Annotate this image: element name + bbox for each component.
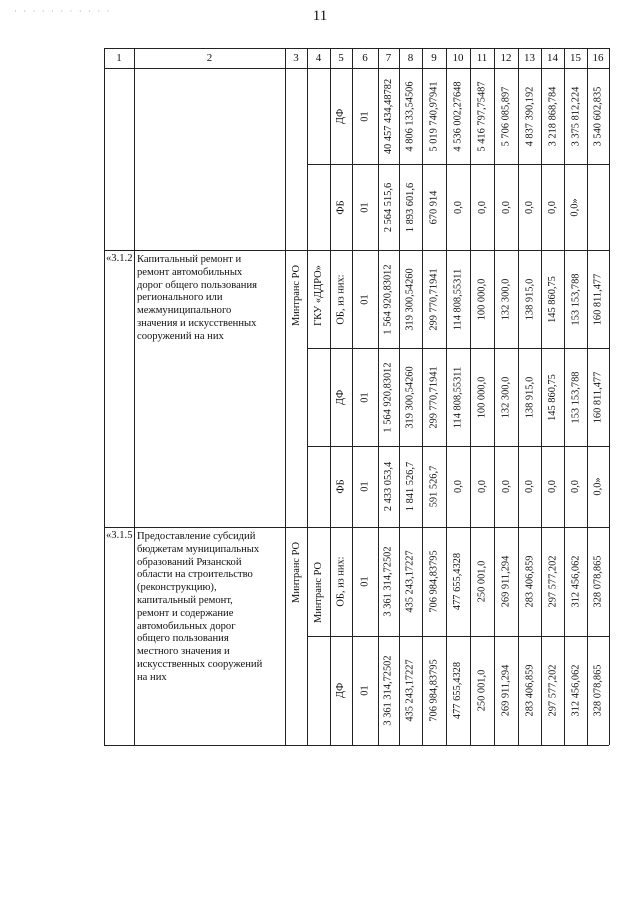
a-df-value-text: 3 375 812,224 [570, 86, 581, 146]
a-fb-value-text: 0,0 [500, 200, 512, 214]
c-col_ob-value [518, 527, 541, 636]
b-col_fb-value-text: 591 526,7 [428, 465, 440, 508]
b-col_fb-value [446, 446, 470, 527]
c-col_df-value-text: 250 001,0 [476, 669, 488, 712]
c-col_df-head [330, 636, 352, 745]
b-description-line: сооружений на них [137, 330, 224, 342]
a-fb-value-text: 670 914 [428, 190, 440, 224]
a-df-code [352, 68, 378, 164]
a-fb-value [518, 164, 541, 250]
header-cell-8: 8 [407, 52, 414, 64]
a-fb-head-text: ФБ [335, 199, 347, 215]
c-col_ob-value-text: 477 655,4328 [452, 552, 464, 611]
b-col_fb-value [541, 446, 564, 527]
b-col_ob-value-text: 160 811,477 [592, 273, 604, 325]
b-col_df-value-text: 1 564 920,83012 [383, 361, 395, 433]
b-col_fb-value [399, 446, 422, 527]
b-col_ob-value-text: 114 808,55311 [452, 268, 464, 330]
grid-vline [104, 48, 105, 745]
c-col_df-value [564, 636, 587, 745]
c-col_ob-code [352, 527, 378, 636]
b-col_ob-code [352, 250, 378, 348]
b-col_fb-value [494, 446, 518, 527]
a-fb-value-text: 1 893 601,6 [405, 182, 417, 232]
b-col_fb-value [470, 446, 494, 527]
c-col_ob-value-text: 297 577,202 [547, 555, 559, 608]
c-col_df-value-text: 3 361 314,72502 [383, 655, 395, 726]
b-col_fb-value [422, 446, 446, 527]
b-col_ob-value-text: 145 860,75 [547, 275, 559, 323]
c-description-line: образований Рязанской [137, 556, 242, 568]
b-col_df-value-text: 145 860,75 [547, 373, 559, 421]
grid-vline [134, 48, 135, 745]
a-fb-value [470, 164, 494, 250]
header-cell-15: 15 [570, 52, 581, 64]
b-col_fb-value [518, 446, 541, 527]
a-fb-code-text: 01 [359, 201, 371, 213]
a-df-value [446, 68, 470, 164]
c-col_ob-value-text: 250 001,0 [476, 560, 488, 603]
b-col_ob-value [446, 250, 470, 348]
c-col_ob-value-text: 283 406,859 [524, 555, 536, 608]
c-col_df-value [378, 636, 399, 745]
c-col_ob-value [587, 527, 609, 636]
header-cell-11: 11 [476, 52, 488, 64]
a-fb-head [330, 164, 352, 250]
a-fb-code [352, 164, 378, 250]
b-description-line: значения и искусственных [137, 317, 257, 329]
b-col_ob-head-text: ОБ, из них: [335, 273, 347, 325]
header-cell-16: 16 [592, 52, 604, 64]
c-col_df-value [470, 636, 494, 745]
header-cell-4: 4 [315, 52, 322, 64]
a-df-head [330, 68, 352, 164]
c-executor1 [285, 527, 307, 617]
c-col_ob-value [378, 527, 399, 636]
b-col_df-head [330, 348, 352, 446]
b-col_df-code [352, 348, 378, 446]
c-col_df-value-text: 706 984,83795 [428, 659, 440, 722]
a-df-value [378, 68, 399, 164]
a-df-value [422, 68, 446, 164]
c-col_ob-value-text: 706 984,83795 [428, 550, 440, 613]
b-col_df-value [446, 348, 470, 446]
c-executor1-text: Минтранс РО [290, 541, 302, 603]
header-cell-14: 14 [547, 52, 558, 64]
header-cell-10: 10 [452, 52, 464, 64]
a-df-value-text: 5 706 085,897 [500, 86, 512, 146]
c-description-line: Предоставление субсидий [137, 531, 256, 542]
c-col_ob-value [541, 527, 564, 636]
grid-vline [609, 48, 610, 745]
b-col_df-value-text: 319 300,54260 [405, 365, 416, 429]
b-col_fb-value-text: 0,0 [476, 480, 488, 493]
b-col_ob-value-text: 299 770,71941 [428, 267, 440, 331]
c-col_df-head-text: ДФ [335, 682, 347, 699]
b-description-line: регионального или [137, 292, 223, 304]
b-col_fb-value-text: 1 841 526,7 [405, 461, 417, 512]
c-col_df-value-text: 283 406,859 [524, 664, 536, 717]
b-col_fb-code-text: 01 [359, 481, 371, 492]
a-df-code-text: 01 [359, 110, 371, 122]
b-col_fb-value [378, 446, 399, 527]
c-col_df-value [541, 636, 564, 745]
a-df-value [587, 68, 609, 164]
b-col_ob-value-text: 100 000,0 [476, 278, 488, 320]
b-col_ob-value [494, 250, 518, 348]
header-cell-7: 7 [385, 52, 392, 64]
c-col_ob-value-text: 3 361 314,72502 [383, 546, 395, 617]
a-fb-value [399, 164, 422, 250]
b-code: «3.1.2 [106, 253, 133, 264]
b-description [137, 254, 282, 344]
b-description-line: ремонт автомобильных [137, 266, 243, 278]
a-df-value [399, 68, 422, 164]
a-fb-value-text: 2 564 515,6 [383, 182, 395, 232]
b-col_df-value [378, 348, 399, 446]
a-fb-value [422, 164, 446, 250]
c-col_df-value [446, 636, 470, 745]
c-col_df-code-text: 01 [359, 685, 371, 696]
a-fb-value [378, 164, 399, 250]
b-col_df-code-text: 01 [359, 391, 371, 403]
b-col_fb-value-text: 0,0 [500, 480, 512, 493]
header-cell-5: 5 [338, 52, 344, 64]
c-col_ob-value-text: 312 456,062 [570, 555, 582, 608]
a-df-value-text: 5 416 797,75487 [476, 80, 488, 152]
c-col_df-value-text: 297 577,202 [547, 664, 559, 717]
b-col_ob-value [564, 250, 587, 348]
b-col_ob-value [470, 250, 494, 348]
a-fb-value-text: 0,0 [476, 200, 488, 214]
a-df-value-text: 4 837 390,192 [524, 86, 535, 146]
header-cell-9: 9 [431, 52, 437, 64]
c-description-line: (реконструкцию), [137, 582, 217, 594]
header-cell-1: 1 [116, 52, 122, 64]
c-executor2 [307, 547, 330, 637]
c-description-line: бюджетам муниципальных [137, 543, 260, 555]
c-description-line: автомобильных дорог [137, 620, 236, 632]
c-col_ob-value [446, 527, 470, 636]
c-col_ob-code-text: 01 [359, 576, 371, 587]
b-col_ob-value [399, 250, 422, 348]
b-col_ob-value [422, 250, 446, 348]
b-col_ob-value [541, 250, 564, 348]
c-col_ob-value-text: 435 243,17227 [405, 550, 416, 613]
c-col_df-value-text: 269 911,294 [500, 664, 512, 717]
b-col_ob-value-text: 153 153,788 [570, 273, 582, 325]
b-col_ob-head [330, 250, 352, 348]
b-col_ob-code-text: 01 [359, 293, 371, 305]
b-executor1 [285, 250, 307, 340]
a-df-value [541, 68, 564, 164]
b-col_ob-value-text: 1 564 920,83012 [383, 263, 395, 335]
a-fb-value [494, 164, 518, 250]
c-description-line: общего пользования [137, 633, 229, 645]
c-col_df-value [587, 636, 609, 745]
c-description-line: ремонт и содержание [137, 607, 234, 619]
a-fb-value [446, 164, 470, 250]
b-col_df-value-text: 160 811,477 [592, 371, 604, 423]
b-col_ob-value [518, 250, 541, 348]
c-col_df-value [399, 636, 422, 745]
header-cell-6: 6 [362, 52, 368, 64]
c-col_df-value-text: 477 655,4328 [452, 661, 464, 720]
b-col_fb-head [330, 446, 352, 527]
a-fb-value [541, 164, 564, 250]
b-col_df-head-text: ДФ [335, 389, 347, 405]
c-col_ob-value-text: 328 078,865 [592, 555, 604, 608]
c-description-line: на них [137, 671, 167, 683]
a-fb-value-text: 0,0 [452, 200, 464, 214]
a-df-value [470, 68, 494, 164]
grid-vline [285, 48, 286, 745]
b-executor1-text: Минтранс РО [290, 264, 302, 326]
c-code: «3.1.5 [106, 530, 133, 541]
c-col_df-value [422, 636, 446, 745]
b-col_fb-value [587, 446, 609, 527]
c-col_df-value [494, 636, 518, 745]
a-df-value [494, 68, 518, 164]
a-df-head-text: ДФ [335, 108, 347, 124]
c-col_df-code [352, 636, 378, 745]
c-description [137, 531, 282, 685]
b-col_df-value-text: 299 770,71941 [428, 365, 440, 429]
header-cell-12: 12 [500, 52, 512, 64]
b-col_ob-value-text: 138 915,0 [524, 278, 535, 320]
b-col_df-value [564, 348, 587, 446]
b-col_df-value [422, 348, 446, 446]
a-df-value-text: 3 540 602,835 [592, 86, 604, 146]
c-col_df-value [518, 636, 541, 745]
b-col_fb-value-text: 0,0 [452, 480, 464, 493]
b-col_fb-code [352, 446, 378, 527]
c-executor2-text: Минтранс РО [313, 561, 325, 623]
a-df-value-text: 4 806 133,54506 [405, 80, 417, 152]
b-col_df-value-text: 132 300,0 [500, 376, 512, 418]
c-description-line: капитальный ремонт, [137, 594, 233, 606]
b-col_ob-value-text: 319 300,54260 [405, 267, 416, 331]
c-description-line: области на строительство [137, 569, 253, 581]
b-col_df-value-text: 138 915,0 [524, 376, 535, 418]
b-description-line: межмуниципального [137, 305, 232, 317]
c-col_ob-head [330, 527, 352, 636]
c-col_ob-value [399, 527, 422, 636]
a-fb-value-text: 0,0 [547, 200, 558, 214]
header-cell-13: 13 [524, 52, 535, 64]
b-col_fb-value-text: 0,0 [524, 480, 535, 493]
scan-noise: · · · · · · · · · · · [14, 6, 112, 16]
page-number: 11 [312, 8, 328, 24]
b-executor2 [307, 250, 330, 340]
b-col_ob-value [587, 250, 609, 348]
b-col_df-value [399, 348, 422, 446]
c-col_df-value-text: 435 243,17227 [405, 659, 416, 722]
b-col_ob-value [378, 250, 399, 348]
b-col_df-value [470, 348, 494, 446]
c-col_ob-value [564, 527, 587, 636]
header-cell-3: 3 [293, 52, 299, 64]
c-description-line: местного значения и [137, 646, 230, 658]
a-df-value-text: 5 019 740,97941 [428, 80, 440, 152]
c-col_df-value-text: 312 456,062 [570, 664, 582, 717]
b-col_df-value-text: 100 000,0 [476, 376, 488, 418]
header-cell-2: 2 [206, 52, 213, 64]
b-col_df-value-text: 153 153,788 [570, 371, 582, 423]
a-df-value-text: 3 218 868,784 [547, 86, 558, 146]
b-col_fb-value [564, 446, 587, 527]
b-executor2-text: ГКУ «ДДРО» [313, 264, 325, 326]
b-col_fb-value-text: 0,0 [570, 480, 581, 493]
b-col_df-value-text: 114 808,55311 [452, 366, 464, 428]
c-col_ob-head-text: ОБ, из них: [335, 556, 347, 607]
a-df-value [518, 68, 541, 164]
c-col_ob-value [494, 527, 518, 636]
grid-vline [307, 68, 308, 250]
a-df-value [564, 68, 587, 164]
b-col_fb-value-text: 0,0 [547, 480, 558, 493]
b-description-line: Капитальный ремонт и [137, 254, 242, 265]
c-description-line: искусственных сооружений [137, 658, 263, 670]
b-col_df-value [494, 348, 518, 446]
b-col_ob-value-text: 132 300,0 [500, 278, 512, 320]
a-fb-value-text: 0,0 [524, 200, 535, 214]
b-col_fb-head-text: ФБ [335, 479, 347, 494]
b-description-line: дорог общего пользования [137, 279, 257, 291]
a-fb-value-text: 0,0» [570, 197, 581, 217]
a-df-value-text: 40 457 434,48782 [383, 78, 394, 154]
b-col_df-value [518, 348, 541, 446]
b-col_fb-value-text: 0,0» [592, 477, 604, 496]
a-df-value-text: 4 536 002,27648 [452, 80, 464, 152]
b-col_fb-value-text: 2 433 053,4 [383, 461, 395, 512]
c-col_ob-value-text: 269 911,294 [500, 555, 512, 608]
grid-hline [104, 745, 609, 746]
c-col_df-value-text: 328 078,865 [592, 664, 604, 717]
b-col_df-value [587, 348, 609, 446]
c-col_ob-value [470, 527, 494, 636]
b-col_df-value [541, 348, 564, 446]
c-col_ob-value [422, 527, 446, 636]
a-fb-value [564, 164, 587, 250]
